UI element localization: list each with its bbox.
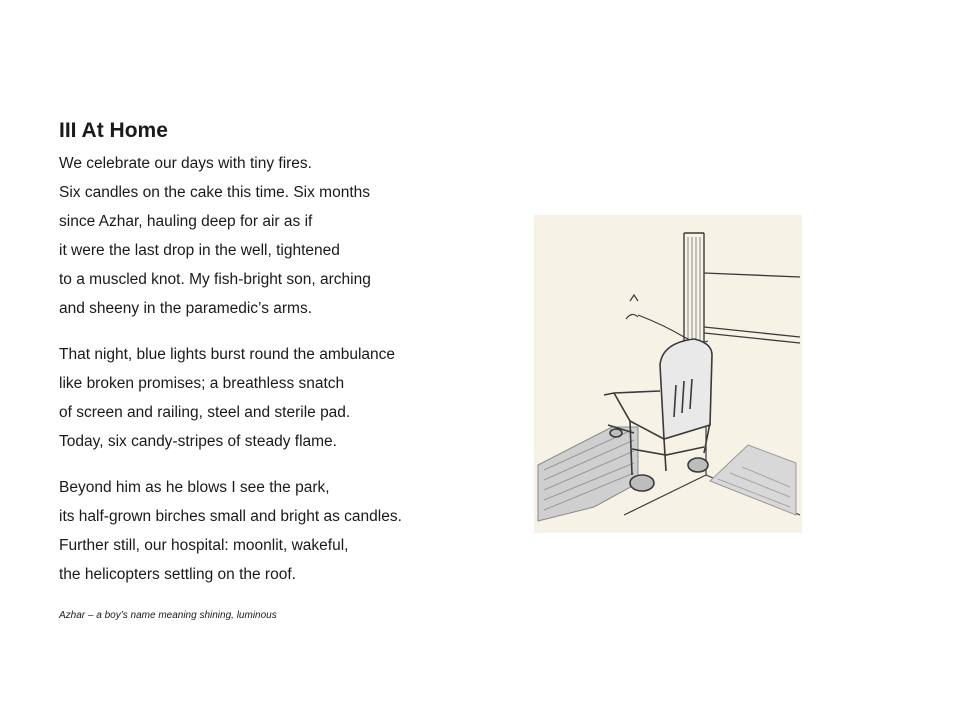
poem-line: Today, six candy-stripes of steady flame.	[59, 433, 337, 450]
poem-line: it were the last drop in the well, tightened	[59, 242, 340, 259]
poem-line: to a muscled knot. My fish-bright son, arching	[59, 271, 371, 288]
poem-line: and sheeny in the paramedic’s arms.	[59, 300, 313, 317]
poem-line: its half-grown birches small and bright as candles.	[59, 508, 402, 525]
poem-line: of screen and railing, steel and sterile pad.	[59, 404, 351, 421]
poem-line: We celebrate our days with tiny fires.	[59, 155, 312, 172]
stanza-1	[59, 149, 371, 323]
wheelchair-sketch	[534, 215, 802, 533]
poem-line: Further still, our hospital: moonlit, wakeful,	[59, 537, 349, 554]
poem-line: Beyond him as he blows I see the park,	[59, 479, 330, 496]
poem-line: the helicopters settling on the roof.	[59, 566, 296, 583]
wheelchair-sketch-drawing	[534, 215, 802, 533]
poem-line: since Azhar, hauling deep for air as if	[59, 213, 313, 230]
stanza-2	[59, 340, 395, 456]
poem-line: like broken promises; a breathless snatch	[59, 375, 345, 392]
poem-line: That night, blue lights burst round the ambulance	[59, 346, 396, 363]
poem-line: Six candles on the cake this time. Six months	[59, 184, 371, 201]
footnote: Azhar – a boy’s name meaning shining, luminous	[59, 610, 277, 621]
poem-title: III At Home	[59, 119, 168, 142]
stanza-3	[59, 473, 402, 589]
